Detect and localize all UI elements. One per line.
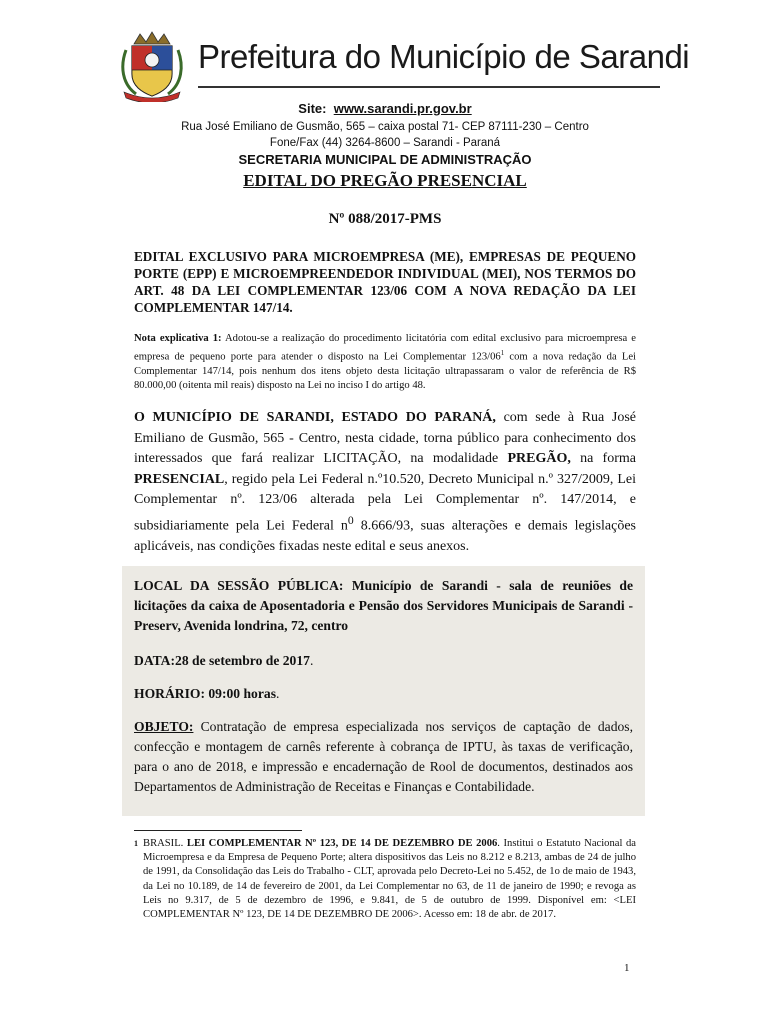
footnote-bold: LEI COMPLEMENTAR Nº 123, DE 14 DE DEZEMBRO DE 2006 bbox=[186, 838, 498, 849]
site-label: Site: bbox=[298, 101, 327, 116]
secretaria-heading: SECRETARIA MUNICIPAL DE ADMINISTRAÇÃO bbox=[238, 152, 532, 167]
footnote-text-b: . Institui o Estatuto Nacional da Microempresa e da Empresa de Pequeno Porte; altera dispositivos das Leis no 8.212 e 8.213, ambas de 24 de julho de 1991, da Consolidação das Leis do Trabalho - CLT, aprovada pelo Decreto-Lei no 5.452, de 1o de maio de 1943, da Lei no 10.189, de 14 de fevereiro de 2001, da Lei Complementar no 63, de 11 de janeiro de 1990; e revoga as Leis no 9.317, de 5 de dezembro de 1996, e 9.841, de 5 de outubro de 1999. Disponível em: <LEI COMPLEMENTAR Nº 123, DE 14 DE DEZEMBRO DE 2006>. Acesso em: 18 de abr. de 2017. bbox=[143, 838, 636, 921]
session-info-box bbox=[122, 566, 645, 816]
address-line-1: Rua José Emiliano de Gusmão, 565 – caixa postal 71- CEP 87111-230 – Centro bbox=[181, 121, 589, 133]
footnote-text-a: BRASIL. bbox=[143, 838, 187, 849]
objeto-text: Contratação de empresa especializada nos serviços de captação de dados, confecção e montagem de carnês referente à cobrança de IPTU, às taxas de verificação, para o ano de 2018, e impressão e encadernação de Rool de documentos, destinados aos Departamentos de Administração de Receitas e Finanças e Contabilidade. bbox=[134, 719, 633, 794]
footnote bbox=[134, 837, 636, 922]
brand-title: Prefeitura do Município de Sarandi bbox=[198, 38, 690, 75]
session-date-end: . bbox=[309, 653, 314, 668]
site-line bbox=[0, 101, 770, 116]
session-object bbox=[134, 717, 633, 797]
address-line-2: Fone/Fax (44) 3264-8600 – Sarandi - Paraná bbox=[269, 137, 501, 149]
brand-underline bbox=[198, 86, 660, 88]
intro-paragraph bbox=[134, 408, 636, 557]
intro-text-2: na forma bbox=[570, 451, 636, 466]
footnote-mark: 1 bbox=[134, 839, 138, 848]
session-local-text: LOCAL DA SESSÃO PÚBLICA: Município de Sarandi - sala de reuniões de licitações da caixa de Aposentadoria e Pensão dos Servidores Municipais de Sarandi - Preserv, Avenida londrina, 72, centro bbox=[134, 578, 633, 633]
page-header bbox=[118, 30, 690, 100]
nota-text-a: Adotou-se a realização do procedimento licitatória com edital exclusivo para microempresa e empresa de pequeno porte para atender o disposto na Lei Complementar 123/06 bbox=[134, 333, 636, 363]
intro-text-1: com sede à Rua José Emiliano de Gusmão, 565 - Centro, nesta cidade, torna público para conhecimento dos interessados que fará realizar LICITAÇÃO, na modalidade bbox=[134, 410, 636, 466]
intro-text-4: 8.666/93, suas alterações e demais legislações aplicáveis, nas condições fixadas neste edital e seus anexos. bbox=[134, 518, 636, 554]
session-date-text: DATA:28 de setembro de 2017 bbox=[134, 653, 310, 668]
intro-bold-1: O MUNICÍPIO DE SARANDI, ESTADO DO PARANÁ, bbox=[134, 410, 496, 425]
footnote-ref[interactable]: 1 bbox=[500, 349, 505, 357]
site-link[interactable]: www.sarandi.pr.gov.br bbox=[333, 101, 472, 116]
exclusive-notice: EDITAL EXCLUSIVO PARA MICROEMPRESA (ME), EMPRESAS DE PEQUENO PORTE (EPP) E MICROEMPREENDEDOR INDIVIDUAL (MEI), NOS TERMOS DO ART. 48 DA LEI COMPLEMENTAR 123/06 COM A NOVA REDAÇÃO DA LEI COMPLEMENTAR 147/14. bbox=[134, 249, 636, 315]
edital-title: EDITAL DO PREGÃO PRESENCIAL bbox=[243, 171, 527, 190]
intro-sup: 0 bbox=[347, 513, 354, 527]
session-local bbox=[134, 576, 633, 636]
objeto-label: OBJETO: bbox=[134, 719, 194, 734]
intro-text-3: , regido pela Lei Federal n.º10.520, Decreto Municipal n.º 327/2009, Lei Complementar nº. 123/06 alterada pela Lei Complementar nº. 147/2014, e subsidiariamente pela Lei Federal n bbox=[134, 471, 636, 534]
session-time bbox=[134, 684, 633, 704]
session-date bbox=[134, 651, 633, 671]
municipal-crest-icon bbox=[118, 30, 186, 102]
session-time-text: HORÁRIO: 09:00 horas bbox=[134, 686, 276, 701]
nota-text-b: com a nova redação da Lei Complementar 147/14, pois nenhum dos itens objeto desta licitação ultrapassaram o valor de referência de R$ 80.000,00 (oitenta mil reais) disposto na Lei no inciso I do artigo 48. bbox=[134, 351, 636, 391]
footnote-divider bbox=[134, 830, 302, 831]
edital-number: Nº 088/2017-PMS bbox=[328, 211, 442, 227]
nota-explicativa bbox=[134, 332, 636, 393]
session-time-end: . bbox=[275, 686, 280, 701]
intro-bold-2: PREGÃO, bbox=[507, 451, 571, 466]
page-number: 1 bbox=[624, 962, 630, 974]
intro-bold-3: PRESENCIAL bbox=[134, 471, 225, 487]
nota-label: Nota explicativa 1: bbox=[134, 333, 222, 344]
